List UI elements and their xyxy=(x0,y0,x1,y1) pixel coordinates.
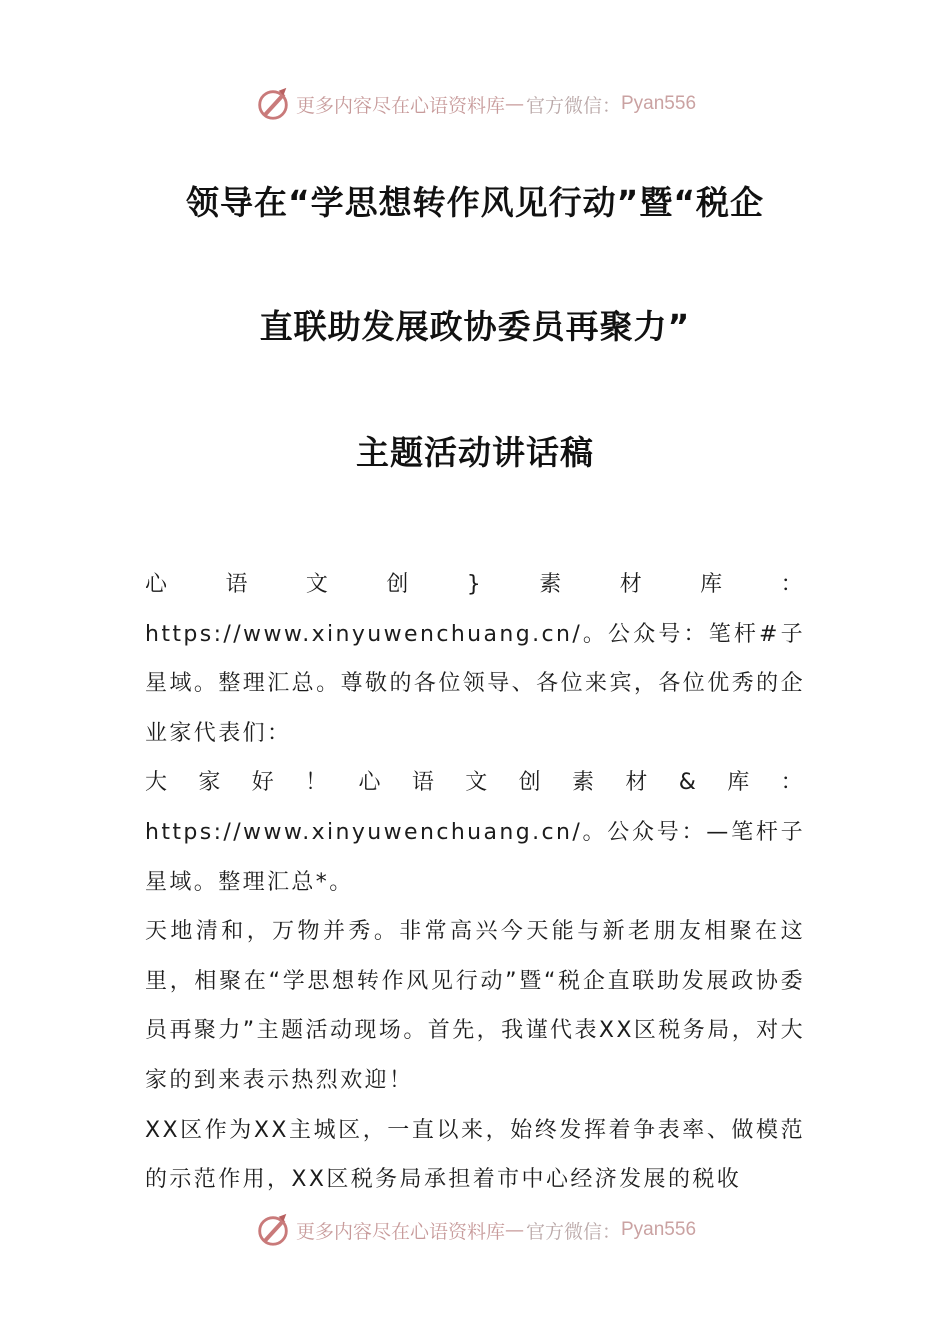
body-paragraph: XX区作为XX主城区，一直以来，始终发挥着争表率、做模范的示范作用，XX区税务局承担着市中心经济发展的税收 xyxy=(145,1117,805,1193)
document-title-line-2: 直联助发展政协委员再聚力” xyxy=(259,307,691,346)
document-title-line-3: 主题活动讲话稿 xyxy=(356,433,594,472)
pen-logo-icon xyxy=(254,1211,292,1249)
pen-logo-icon xyxy=(254,85,292,123)
body-paragraph: 大家好！心语文创素材&库：https://www.xinyuwenchuang.cn/。公众号：—笔杆子星域。整理汇总*。 xyxy=(145,770,805,895)
document-body xyxy=(145,560,805,1205)
body-paragraph: 天地清和，万物并秀。非常高兴今天能与新老朋友相聚在这里，相聚在“学思想转作风见行动”暨“税企直联助发展政协委员再聚力”主题活动现场。首先，我谨代表XX区税务局，对大家的到来表示热烈欢迎！ xyxy=(145,919,805,1093)
banner-brand-text: 更多内容尽在心语资料库 xyxy=(295,94,505,117)
banner-separator: — xyxy=(504,93,524,115)
banner-separator: — xyxy=(504,1219,524,1241)
banner-wechat-id: Pyan556 xyxy=(621,93,697,114)
document-title-line-1: 领导在“学思想转作风见行动”暨“税企 xyxy=(185,183,765,222)
banner-wechat-label: 官方微信： xyxy=(525,1220,621,1243)
footer-watermark-banner xyxy=(0,1210,950,1250)
banner-wechat-label: 官方微信： xyxy=(525,94,621,117)
banner-wechat-id: Pyan556 xyxy=(621,1219,697,1240)
body-paragraph: 心语文创}素材库：https://www.xinyuwenchuang.cn/。公众号：笔杆#子星域。整理汇总。尊敬的各位领导、各位来宾，各位优秀的企业家代表们： xyxy=(145,572,805,746)
banner-brand-text: 更多内容尽在心语资料库 xyxy=(295,1220,505,1243)
header-watermark-banner xyxy=(0,84,950,124)
